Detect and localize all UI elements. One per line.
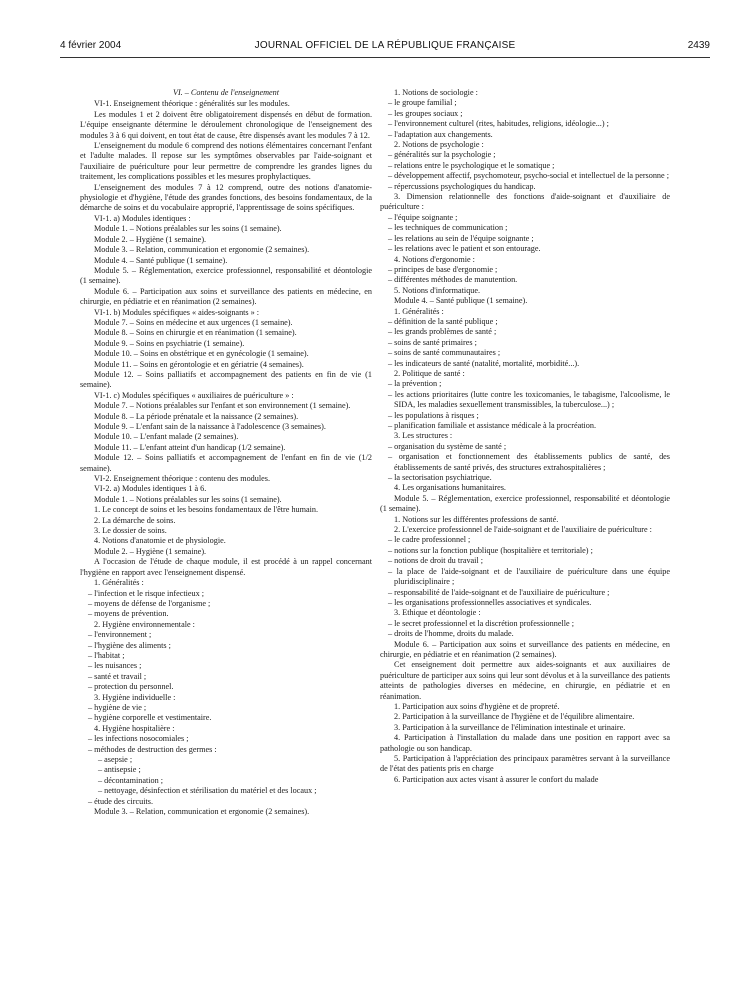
- paragraph: VI-1. b) Modules spécifiques « aides-soignants » :: [94, 307, 260, 317]
- list-item: – l'équipe soignante ;: [388, 212, 458, 222]
- list-item: – protection du personnel.: [88, 682, 174, 692]
- list-item: – les infections nosocomiales ;: [88, 734, 189, 744]
- paragraph: Module 11. – L'enfant atteint d'un handicap (1/2 semaine).: [94, 442, 286, 452]
- paragraph: VI-1. a) Modules identiques :: [94, 213, 191, 223]
- paragraph: Module 3. – Relation, communication et ergonomie (2 semaines).: [94, 807, 310, 817]
- paragraph: 3. Le dossier de soins.: [94, 526, 167, 536]
- paragraph: 3. Ethique et déontologie :: [394, 608, 481, 618]
- paragraph: Module 8. – Soins en chirurgie et en réanimation (1 semaine).: [94, 328, 297, 338]
- paragraph: Module 8. – La période prénatale et la naissance (2 semaines).: [94, 411, 299, 421]
- list-item: – les groupes sociaux ;: [388, 108, 463, 118]
- list-item: – planification familiale et assistance médicale à la procréation.: [388, 421, 597, 430]
- paragraph: Module 6. – Participation aux soins et surveillance des patients en médecine, en chirurgie, en pédiatrie et en réanimation (2 semaines).: [80, 286, 372, 307]
- paragraph: Module 3. – Relation, communication et ergonomie (2 semaines).: [94, 245, 310, 255]
- paragraph: VI-2. a) Modules identiques 1 à 6.: [94, 484, 207, 494]
- paragraph: VI-2. Enseignement théorique : contenu des modules.: [94, 474, 270, 484]
- paragraph: Module 11. – Soins en gérontologie et en gériatrie (4 semaines).: [94, 359, 304, 369]
- paragraph: 1. Généralités :: [394, 306, 444, 316]
- paragraph: 5. Notions d'informatique.: [394, 285, 481, 295]
- list-item: – nettoyage, désinfection et stérilisation du matériel et des locaux ;: [98, 786, 317, 796]
- list-item: – organisation et fonctionnement des établissements publics de santé, des établissements de santé privés, des structures extrahospitalières ;: [388, 452, 670, 472]
- list-item: – hygiène corporelle et vestimentaire.: [88, 713, 212, 723]
- list-item: – relations entre le psychologique et le somatique ;: [388, 160, 555, 170]
- header-date: 4 février 2004: [60, 40, 122, 51]
- paragraph: A l'occasion de l'étude de chaque module, il est procédé à un rappel concernant l'hygiène en rapport avec l'enseignement dispensé.: [80, 557, 372, 577]
- list-item: – moyens de défense de l'organisme ;: [88, 598, 211, 608]
- left-column: [80, 88, 372, 817]
- list-item: – méthodes de destruction des germes :: [88, 744, 217, 754]
- list-item: – les indicateurs de santé (natalité, mortalité, morbidité...).: [388, 358, 580, 368]
- list-item: – les nuisances ;: [88, 661, 142, 671]
- list-item: – le secret professionnel et la discrétion professionnelle ;: [388, 618, 574, 628]
- list-item: – l'hygiène des aliments ;: [88, 640, 171, 650]
- list-item: – santé et travail ;: [88, 671, 147, 681]
- paragraph: 2. Hygiène environnementale :: [94, 619, 195, 629]
- list-item: – les populations à risques ;: [388, 410, 479, 420]
- list-item: – hygiène de vie ;: [88, 702, 147, 712]
- paragraph: VI-1. c) Modules spécifiques « auxiliaires de puériculture » :: [94, 390, 294, 400]
- paragraph: 2. Notions de psychologie :: [394, 140, 484, 150]
- paragraph: Module 12. – Soins palliatifs et accompagnement des patients en fin de vie (1 semaine).: [80, 369, 372, 390]
- list-item: – l'infection et le risque infectieux ;: [88, 588, 205, 598]
- right-column: [380, 88, 670, 785]
- paragraph: 6. Participation aux actes visant à assurer le confort du malade: [394, 774, 599, 784]
- list-item: – la sectorisation psychiatrique.: [388, 473, 492, 483]
- list-item: – l'environnement ;: [88, 630, 152, 640]
- list-item: – moyens de prévention.: [88, 609, 169, 619]
- list-item: – l'habitat ;: [88, 650, 125, 660]
- paragraph: L'enseignement des modules 7 à 12 comprend, outre des notions d'anatomie-physiologie et d'hygiène, l'étude des grandes fonctions, des besoins fondamentaux, de la démarche de soins et du vocabulaire approprié, l'apprentissage de soins spécifiques.: [80, 182, 372, 213]
- list-item: – les techniques de communication ;: [388, 223, 508, 233]
- paragraph: Module 4. – Santé publique (1 semaine).: [94, 255, 228, 265]
- paragraph: 1. Notions sur les différentes professions de santé.: [394, 514, 559, 524]
- paragraph: Cet enseignement doit permettre aux aides-soignants et aux auxiliaires de puériculture de participer aux soins qui leur sont dévolus et à la surveillance des patients atteints de pathologies diverses en médecine, en chirurgie, en pédiatrie et en réanimation.: [380, 660, 670, 701]
- paragraph: Module 6. – Participation aux soins et surveillance des patients en médecine, en chirurgie, en pédiatrie et en réanimation (2 semaines).: [380, 639, 670, 659]
- paragraph: Module 1. – Notions préalables sur les soins (1 semaine).: [94, 494, 282, 504]
- list-item: – généralités sur la psychologie ;: [388, 150, 496, 160]
- paragraph: Module 4. – Santé publique (1 semaine).: [394, 296, 528, 306]
- paragraph: 2. La démarche de soins.: [94, 515, 176, 525]
- page-header: [60, 40, 710, 56]
- list-item: – le cadre professionnel ;: [388, 535, 471, 545]
- list-item: – asepsie ;: [98, 755, 133, 764]
- section-heading: VI. – Contenu de l'enseignement: [172, 88, 280, 97]
- list-item: – la place de l'aide-soignant et de l'auxiliaire de puériculture dans une équipe pluridisciplinaire ;: [388, 566, 670, 587]
- paragraph: Module 7. – Notions préalables sur l'enfant et son environnement (1 semaine).: [94, 401, 351, 411]
- paragraph: 4. Les organisations humanitaires.: [394, 483, 506, 493]
- list-item: – organisation du système de santé ;: [388, 441, 507, 451]
- list-item: – la prévention ;: [388, 379, 442, 389]
- list-item: – soins de santé primaires ;: [388, 337, 477, 347]
- paragraph: 3. Hygiène individuelle :: [94, 692, 176, 702]
- list-item: – droits de l'homme, droits du malade.: [388, 629, 514, 639]
- paragraph: Module 10. – Soins en obstétrique et en gynécologie (1 semaine).: [94, 349, 309, 359]
- paragraph: Module 2. – Hygiène (1 semaine).: [94, 234, 207, 244]
- list-item: – les grands problèmes de santé ;: [388, 327, 497, 337]
- paragraph: 4. Notions d'ergonomie :: [394, 254, 475, 264]
- paragraph: 2. L'exercice professionnel de l'aide-soignant et de l'auxiliaire de puériculture :: [394, 525, 652, 535]
- paragraph: 3. Participation à la surveillance de l'élimination intestinale et urinaire.: [394, 722, 626, 732]
- list-item: – le groupe familial ;: [388, 98, 457, 108]
- paragraph: L'enseignement du module 6 comprend des notions élémentaires concernant l'enfant et l'adulte malades. Il repose sur les symptômes observables par l'aide-soignant et l'auxiliaire de puériculture pour leur permettre de comprendre les grandes lignes du traitement, les complications possibles et les mesures prophylactiques.: [80, 141, 372, 182]
- journal-title: JOURNAL OFFICIEL DE LA RÉPUBLIQUE FRANÇAISE: [254, 40, 516, 51]
- paragraph: 1. Généralités :: [94, 578, 144, 588]
- list-item: – répercussions psychologiques du handicap.: [388, 181, 536, 191]
- list-item: – antisepsie ;: [98, 765, 141, 775]
- list-item: – développement affectif, psychomoteur, psycho-social et intellectuel de la personne ;: [388, 171, 669, 181]
- paragraph: 4. Notions d'anatomie et de physiologie.: [94, 536, 226, 546]
- paragraph: Module 2. – Hygiène (1 semaine).: [94, 546, 207, 556]
- list-item: – notions de droit du travail ;: [388, 556, 484, 566]
- list-item: – les actions prioritaires (lutte contre les toxicomanies, le tabagisme, l'alcoolisme, le SIDA, les maladies sexuellement transmissibles, la tuberculose...) ;: [388, 389, 670, 410]
- paragraph: 3. Les structures :: [394, 431, 453, 441]
- list-item: – soins de santé communautaires ;: [388, 348, 501, 358]
- page-number: 2439: [687, 40, 710, 51]
- list-item: – notions sur la fonction publique (hospitalière et territoriale) ;: [388, 545, 593, 555]
- list-item: – les relations au sein de l'équipe soignante ;: [388, 233, 534, 243]
- list-item: – différentes méthodes de manutention.: [388, 275, 518, 285]
- list-item: – les relations avec le patient et son entourage.: [388, 244, 541, 254]
- list-item: – l'adaptation aux changements.: [388, 129, 493, 139]
- paragraph: Module 1. – Notions préalables sur les soins (1 semaine).: [94, 224, 282, 234]
- paragraph: Les modules 1 et 2 doivent être obligatoirement dispensés en début de formation. L'équipe enseignante détermine le déroulement chronologique de l'enseignement des modules 3 à 6 qui doivent, en tout état de cause, être dispensés avant les modules 7 à 12.: [80, 109, 372, 140]
- paragraph: Module 9. – L'enfant sain de la naissance à l'adolescence (3 semaines).: [94, 422, 326, 431]
- list-item: – responsabilité de l'aide-soignant et de l'auxiliaire de puériculture ;: [388, 587, 610, 597]
- paragraph: Module 5. – Réglementation, exercice professionnel, responsabilité et déontologie (1 semaine).: [380, 493, 670, 514]
- list-item: – les organisations professionnelles associatives et syndicales.: [388, 597, 592, 607]
- paragraph: 1. Participation aux soins d'hygiène et de propreté.: [394, 701, 560, 711]
- paragraph: 4. Participation à l'installation du malade dans une position en rapport avec sa pathologie ou son handicap.: [380, 733, 670, 753]
- paragraph: Module 12. – Soins palliatifs et accompagnement de l'enfant en fin de vie (1/2 semaine).: [80, 453, 372, 473]
- list-item: – étude des circuits.: [88, 796, 154, 806]
- paragraph: Module 10. – L'enfant malade (2 semaines).: [94, 432, 239, 442]
- paragraph: 1. Notions de sociologie :: [394, 88, 478, 97]
- paragraph: Module 5. – Réglementation, exercice professionnel, responsabilité et déontologie (1 semaine).: [80, 265, 372, 286]
- paragraph: 1. Le concept de soins et les besoins fondamentaux de l'être humain.: [94, 505, 319, 515]
- paragraph: 4. Hygiène hospitalière :: [94, 723, 175, 733]
- list-item: – définition de la santé publique ;: [388, 316, 498, 326]
- paragraph: Module 9. – Soins en psychiatrie (1 semaine).: [94, 338, 245, 348]
- paragraph: 2. Politique de santé :: [394, 368, 465, 378]
- paragraph: VI-1. Enseignement théorique : généralités sur les modules.: [94, 99, 290, 109]
- header-rule: [60, 57, 710, 58]
- list-item: – principes de base d'ergonomie ;: [388, 264, 498, 274]
- paragraph: 3. Dimension relationnelle des fonctions d'aide-soignant et d'auxiliaire de puériculture :: [380, 192, 670, 212]
- list-item: – l'environnement culturel (rites, habitudes, religions, idéologie...) ;: [388, 119, 609, 129]
- list-item: – décontamination ;: [98, 775, 164, 785]
- paragraph: Module 7. – Soins en médecine et aux urgences (1 semaine).: [94, 317, 293, 327]
- paragraph: 5. Participation à l'appréciation des principaux paramètres servant à la surveillance de l'état des patients pris en charge: [380, 754, 670, 774]
- paragraph: 2. Participation à la surveillance de l'hygiène et de l'équilibre alimentaire.: [394, 712, 635, 722]
